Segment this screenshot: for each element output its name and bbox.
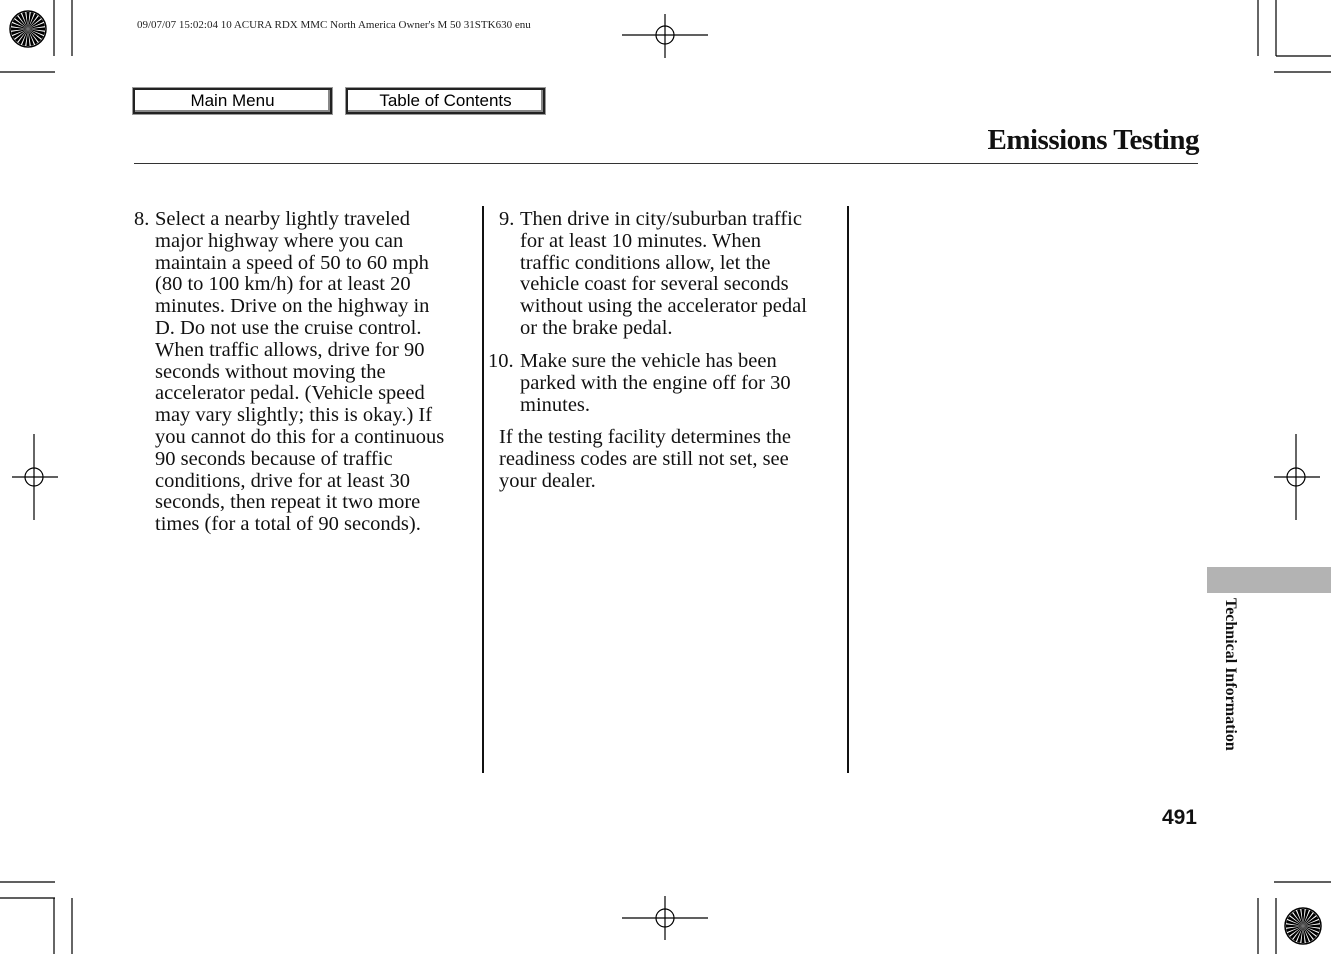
page-number: 491 xyxy=(1161,806,1197,829)
text-line: times (for a total of 90 seconds). xyxy=(155,513,421,536)
step-text xyxy=(520,209,807,340)
text-line: D. Do not use the cruise control. xyxy=(155,316,422,339)
column-divider xyxy=(482,206,484,773)
text-line: conditions, drive for at least 30 xyxy=(155,469,411,492)
text-line: If the testing facility determines the xyxy=(499,426,792,448)
text-line: without using the accelerator pedal xyxy=(520,295,807,318)
text-line: readiness codes are still not set, see xyxy=(499,447,789,470)
title-divider xyxy=(134,163,1198,164)
text-line: minutes. Drive on the highway in xyxy=(155,295,430,318)
starburst-target-icon xyxy=(1283,906,1323,946)
text-line: 90 seconds because of traffic xyxy=(155,447,393,470)
text-line: Make sure the vehicle has been xyxy=(520,350,777,372)
text-line: major highway where you can xyxy=(155,229,404,252)
registration-mark-right xyxy=(1274,432,1320,522)
table-of-contents-button[interactable]: Table of Contents xyxy=(346,88,545,114)
text-line: parked with the engine off for 30 xyxy=(520,371,791,394)
text-line: accelerator pedal. (Vehicle speed xyxy=(155,382,425,405)
registration-mark-left xyxy=(12,432,58,522)
section-tab-label: Technical Information xyxy=(1222,598,1239,751)
registration-mark-top xyxy=(620,14,710,58)
print-header: 09/07/07 15:02:04 10 ACURA RDX MMC North America Owner's M 50 31STK630 enu xyxy=(137,19,531,31)
step-text xyxy=(520,351,791,416)
step-text xyxy=(155,209,444,536)
main-menu-button[interactable]: Main Menu xyxy=(133,88,332,114)
text-line: or the brake pedal. xyxy=(520,316,673,339)
text-line: for at least 10 minutes. When xyxy=(520,229,762,252)
text-line: vehicle coast for several seconds xyxy=(520,273,789,296)
registration-mark-bottom xyxy=(620,896,710,940)
text-line: (80 to 100 km/h) for at least 20 xyxy=(155,273,411,296)
text-line: Then drive in city/suburban traffic xyxy=(520,208,802,230)
text-line: traffic conditions allow, let the xyxy=(520,251,771,274)
step-number: 10. xyxy=(488,350,514,372)
text-line: your dealer. xyxy=(499,469,596,492)
text-line: seconds without moving the xyxy=(155,360,386,383)
column-divider xyxy=(847,206,849,773)
text-line: maintain a speed of 50 to 60 mph xyxy=(155,251,429,274)
step-number: 8. xyxy=(134,208,150,230)
page-title: Emissions Testing xyxy=(987,124,1199,156)
text-line: you cannot do this for a continuous xyxy=(155,425,445,448)
section-tab-marker xyxy=(1207,567,1331,593)
text-line: Select a nearby lightly traveled xyxy=(155,208,411,230)
text-line: may vary slightly; this is okay.) If xyxy=(155,404,433,427)
step-number: 9. xyxy=(499,208,515,230)
text-line: minutes. xyxy=(520,393,591,416)
starburst-target-icon xyxy=(8,9,48,49)
closing-paragraph xyxy=(499,427,839,492)
text-line: When traffic allows, drive for 90 xyxy=(155,338,425,361)
text-line: seconds, then repeat it two more xyxy=(155,491,421,514)
